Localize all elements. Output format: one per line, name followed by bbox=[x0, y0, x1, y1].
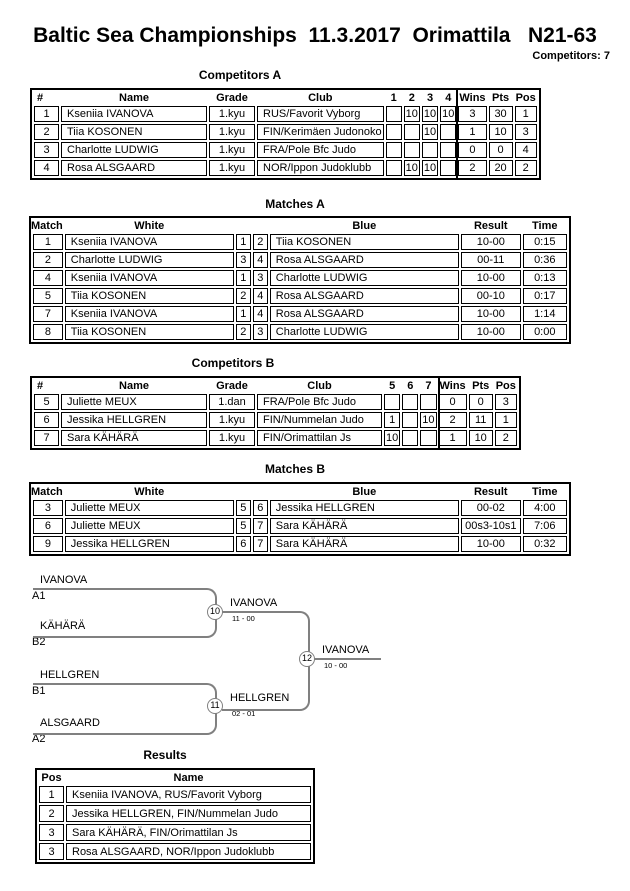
bracket-winner-name: IVANOVA bbox=[322, 644, 370, 656]
section-title-results: Results bbox=[143, 748, 187, 762]
match-result: 10-00 bbox=[461, 324, 521, 340]
white-player: Juliette MEUX bbox=[65, 500, 234, 516]
cross-cell bbox=[402, 430, 418, 446]
col-header-1: 1 bbox=[390, 92, 397, 104]
competitor-pos: 3 bbox=[495, 394, 517, 410]
blue-player: Rosa ALSGAARD bbox=[270, 306, 459, 322]
match-time: 0:00 bbox=[523, 324, 567, 340]
result-name: Jessika HELLGREN, FIN/Nummelan Judo bbox=[66, 805, 311, 822]
competitor-wins: 1 bbox=[458, 124, 486, 140]
table-row bbox=[39, 786, 311, 803]
competitors-a-table bbox=[30, 88, 541, 180]
white-player: Kseniia IVANOVA bbox=[65, 234, 234, 250]
col-header-pts: Pts bbox=[492, 92, 510, 104]
table-header-row bbox=[39, 772, 311, 784]
bracket-slot-name: ALSGAARD bbox=[40, 717, 100, 729]
match-number-circle: 11 bbox=[207, 698, 223, 714]
table-row bbox=[33, 324, 567, 340]
col-header-5: 5 bbox=[389, 380, 396, 392]
col-header-blue: Blue bbox=[352, 486, 377, 498]
white-player: Charlotte LUDWIG bbox=[65, 252, 234, 268]
col-header-wnum bbox=[236, 486, 251, 498]
white-number: 2 bbox=[236, 324, 251, 340]
match-number-circle: 12 bbox=[299, 651, 315, 667]
col-header-grade: Grade bbox=[216, 380, 248, 392]
result-pos: 2 bbox=[39, 805, 64, 822]
col-header-num: # bbox=[37, 92, 44, 104]
result-pos: 3 bbox=[39, 824, 64, 841]
competitor-club: FIN/Orimattilan Js bbox=[257, 430, 382, 446]
col-header-pos: Pos bbox=[495, 380, 516, 392]
competitor-pos: 2 bbox=[515, 160, 537, 176]
section-title-matches-b: Matches B bbox=[264, 462, 326, 476]
competitor-grade: 1.kyu bbox=[209, 160, 255, 176]
cross-cell bbox=[440, 160, 456, 176]
col-header-7: 7 bbox=[425, 380, 432, 392]
match-number: 7 bbox=[33, 306, 63, 322]
competitor-pos: 2 bbox=[495, 430, 517, 446]
table-row bbox=[39, 843, 311, 860]
cross-cell: 10 bbox=[423, 162, 437, 174]
col-header-club: Club bbox=[308, 92, 333, 104]
competitor-pts: 0 bbox=[489, 142, 513, 158]
table-row bbox=[39, 805, 311, 822]
section-title-competitors-b: Competitors B bbox=[191, 356, 275, 370]
competitor-name: Rosa ALSGAARD bbox=[61, 160, 207, 176]
table-row bbox=[34, 142, 537, 158]
table-row bbox=[34, 106, 537, 122]
white-number: 5 bbox=[236, 500, 251, 516]
match-result: 10-00 bbox=[461, 306, 521, 322]
competitor-number: 3 bbox=[34, 142, 59, 158]
competitor-number: 4 bbox=[34, 160, 59, 176]
table-row bbox=[34, 430, 517, 446]
col-header-num: # bbox=[37, 380, 44, 392]
match-number: 1 bbox=[33, 234, 63, 250]
competitors-b-table bbox=[30, 376, 521, 450]
competitor-grade: 1.kyu bbox=[209, 124, 255, 140]
cross-cell: 10 bbox=[405, 162, 418, 174]
table-row bbox=[33, 288, 567, 304]
blue-player: Tiia KOSONEN bbox=[270, 234, 459, 250]
bracket-slot-name: IVANOVA bbox=[40, 574, 88, 586]
white-number: 1 bbox=[236, 234, 251, 250]
competitor-number: 7 bbox=[34, 430, 59, 446]
competitor-pts: 0 bbox=[469, 394, 493, 410]
competitor-pts: 11 bbox=[469, 412, 493, 428]
white-number: 6 bbox=[236, 536, 251, 552]
competitor-pos: 1 bbox=[515, 106, 537, 122]
col-header-club: Club bbox=[307, 380, 332, 392]
blue-player: Jessika HELLGREN bbox=[270, 500, 459, 516]
competitor-club: FRA/Pole Bfc Judo bbox=[257, 394, 382, 410]
match-number: 2 bbox=[33, 252, 63, 268]
matches-a-table bbox=[29, 216, 571, 344]
bracket-winner-name: IVANOVA bbox=[230, 597, 278, 609]
blue-number: 3 bbox=[253, 270, 268, 286]
competitor-pos: 4 bbox=[515, 142, 537, 158]
col-header-time: Time bbox=[532, 220, 558, 232]
bracket-winner-name: HELLGREN bbox=[230, 692, 290, 704]
competitor-club: RUS/Favorit Vyborg bbox=[257, 106, 384, 122]
bracket-match-score: 10 - 00 bbox=[324, 661, 348, 670]
competitor-pts: 10 bbox=[489, 124, 513, 140]
match-number: 4 bbox=[33, 270, 63, 286]
col-header-result: Result bbox=[473, 486, 508, 498]
blue-player: Charlotte LUDWIG bbox=[270, 270, 459, 286]
competitor-grade: 1.kyu bbox=[209, 412, 255, 428]
cross-cell bbox=[386, 160, 402, 176]
match-time: 7:06 bbox=[523, 518, 567, 534]
competitor-pos: 3 bbox=[515, 124, 537, 140]
cross-cell bbox=[420, 430, 436, 446]
competitor-number: 2 bbox=[34, 124, 59, 140]
col-header-4: 4 bbox=[445, 92, 452, 104]
cross-cell bbox=[440, 124, 456, 140]
white-player: Tiia KOSONEN bbox=[65, 324, 234, 340]
match-result: 10-00 bbox=[461, 536, 521, 552]
white-player: Kseniia IVANOVA bbox=[65, 270, 234, 286]
cross-cell: 1 bbox=[384, 412, 400, 428]
match-time: 0:15 bbox=[523, 234, 567, 250]
table-row bbox=[33, 270, 567, 286]
col-header-pos: Pos bbox=[515, 92, 536, 104]
wins-section-separator bbox=[456, 88, 458, 180]
col-header-pts: Pts bbox=[472, 380, 490, 392]
cross-cell bbox=[402, 394, 418, 410]
col-header-match: Match bbox=[31, 486, 63, 498]
match-number: 9 bbox=[33, 536, 63, 552]
competitor-wins: 2 bbox=[458, 160, 486, 176]
table-header-row bbox=[34, 92, 537, 104]
competitor-wins: 1 bbox=[439, 430, 467, 446]
col-header-bnum bbox=[253, 220, 268, 232]
competitor-number: 1 bbox=[34, 106, 59, 122]
blue-player: Rosa ALSGAARD bbox=[270, 252, 459, 268]
cross-cell bbox=[386, 142, 402, 158]
white-player: Juliette MEUX bbox=[65, 518, 234, 534]
bracket-match-score: 11 - 00 bbox=[232, 614, 255, 623]
competitor-pts: 20 bbox=[489, 160, 513, 176]
bracket-winner-line bbox=[314, 658, 381, 660]
white-number: 1 bbox=[236, 270, 251, 286]
matches-b-table bbox=[29, 482, 571, 556]
blue-player: Charlotte LUDWIG bbox=[270, 324, 459, 340]
col-header-name: Name bbox=[119, 380, 149, 392]
col-header-result: Result bbox=[473, 220, 508, 232]
cross-cell: 10 bbox=[423, 108, 437, 120]
table-row bbox=[34, 394, 517, 410]
match-number: 5 bbox=[33, 288, 63, 304]
competitor-pts: 10 bbox=[469, 430, 493, 446]
white-number: 3 bbox=[236, 252, 251, 268]
bracket-slot-name: HELLGREN bbox=[40, 669, 100, 681]
col-header-pos: Pos bbox=[41, 772, 62, 784]
cross-cell: 10 bbox=[423, 126, 437, 138]
competitors-count: Competitors: 7 bbox=[532, 50, 610, 62]
competitor-wins: 0 bbox=[439, 394, 467, 410]
competitor-club: FIN/Kerimäen Judonoko bbox=[257, 124, 384, 140]
bracket-slot-seed: A1 bbox=[32, 590, 46, 602]
blue-number: 4 bbox=[253, 252, 268, 268]
competitor-pos: 1 bbox=[495, 412, 517, 428]
competitor-club: FRA/Pole Bfc Judo bbox=[257, 142, 384, 158]
table-row bbox=[39, 824, 311, 841]
cross-cell bbox=[440, 142, 456, 158]
white-number: 1 bbox=[236, 306, 251, 322]
competitor-club: NOR/Ippon Judoklubb bbox=[257, 160, 384, 176]
table-row bbox=[34, 412, 517, 428]
result-name: Kseniia IVANOVA, RUS/Favorit Vyborg bbox=[66, 786, 311, 803]
col-header-time: Time bbox=[532, 486, 558, 498]
result-pos: 3 bbox=[39, 843, 64, 860]
bracket-slot-seed: B2 bbox=[32, 636, 46, 648]
white-player: Kseniia IVANOVA bbox=[65, 306, 234, 322]
white-player: Jessika HELLGREN bbox=[65, 536, 234, 552]
match-number: 6 bbox=[33, 518, 63, 534]
competitor-number: 6 bbox=[34, 412, 59, 428]
match-number-circle: 10 bbox=[207, 604, 223, 620]
blue-player: Rosa ALSGAARD bbox=[270, 288, 459, 304]
match-result: 10-00 bbox=[461, 234, 521, 250]
competitor-pts: 30 bbox=[489, 106, 513, 122]
blue-player: Sara KÄHÄRÄ bbox=[270, 518, 459, 534]
table-row bbox=[33, 234, 567, 250]
white-number: 5 bbox=[236, 518, 251, 534]
blue-number: 3 bbox=[253, 324, 268, 340]
cross-cell bbox=[404, 124, 420, 140]
competitor-name: Kseniia IVANOVA bbox=[61, 106, 207, 122]
competitor-club: FIN/Nummelan Judo bbox=[257, 412, 382, 428]
col-header-name: Name bbox=[119, 92, 149, 104]
competitor-number: 5 bbox=[34, 394, 59, 410]
match-time: 0:13 bbox=[523, 270, 567, 286]
competitor-wins: 0 bbox=[458, 142, 486, 158]
table-row bbox=[33, 518, 567, 534]
match-time: 0:32 bbox=[523, 536, 567, 552]
bracket-slot-seed: B1 bbox=[32, 685, 46, 697]
result-name: Sara KÄHÄRÄ, FIN/Orimattilan Js bbox=[66, 824, 311, 841]
match-result: 10-00 bbox=[461, 270, 521, 286]
match-result: 00-02 bbox=[461, 500, 521, 516]
cross-cell bbox=[404, 142, 420, 158]
results-table bbox=[35, 768, 315, 864]
table-header-row bbox=[33, 486, 567, 498]
section-title-matches-a: Matches A bbox=[265, 197, 325, 211]
cross-cell bbox=[422, 142, 438, 158]
match-number: 8 bbox=[33, 324, 63, 340]
match-result: 00-10 bbox=[461, 288, 521, 304]
match-time: 0:17 bbox=[523, 288, 567, 304]
col-header-wnum bbox=[236, 220, 251, 232]
blue-player: Sara KÄHÄRÄ bbox=[270, 536, 459, 552]
page-title: Baltic Sea Championships 11.3.2017 Orimattila N21-63 bbox=[33, 24, 597, 47]
match-result: 00-11 bbox=[461, 252, 521, 268]
cross-cell bbox=[386, 106, 402, 122]
blue-number: 4 bbox=[253, 306, 268, 322]
col-header-bnum bbox=[253, 486, 268, 498]
bracket-connector-bottom bbox=[33, 683, 217, 735]
table-row bbox=[34, 124, 537, 140]
col-header-grade: Grade bbox=[216, 92, 248, 104]
match-result: 00s3-10s1 bbox=[461, 518, 521, 534]
result-name: Rosa ALSGAARD, NOR/Ippon Judoklubb bbox=[66, 843, 311, 860]
cross-cell bbox=[420, 394, 436, 410]
competitor-name: Tiia KOSONEN bbox=[61, 124, 207, 140]
cross-cell bbox=[384, 394, 400, 410]
col-header-name: Name bbox=[173, 772, 204, 784]
cross-cell: 10 bbox=[405, 108, 418, 120]
match-time: 1:14 bbox=[523, 306, 567, 322]
col-header-white: White bbox=[134, 486, 165, 498]
col-header-wins: Wins bbox=[439, 380, 466, 392]
col-header-blue: Blue bbox=[352, 220, 377, 232]
table-row bbox=[33, 306, 567, 322]
blue-number: 7 bbox=[253, 536, 268, 552]
section-title-competitors-a: Competitors A bbox=[198, 68, 282, 82]
bracket-slot-name: KÄHÄRÄ bbox=[40, 620, 86, 632]
result-pos: 1 bbox=[39, 786, 64, 803]
wins-section-separator bbox=[438, 376, 440, 450]
competitor-name: Juliette MEUX bbox=[61, 394, 207, 410]
white-number: 2 bbox=[236, 288, 251, 304]
blue-number: 2 bbox=[253, 234, 268, 250]
competitor-name: Sara KÄHÄRÄ bbox=[61, 430, 207, 446]
table-header-row bbox=[33, 220, 567, 232]
table-row bbox=[33, 536, 567, 552]
col-header-white: White bbox=[134, 220, 165, 232]
col-header-2: 2 bbox=[408, 92, 415, 104]
cross-cell bbox=[386, 124, 402, 140]
bracket-connector-top bbox=[33, 588, 217, 638]
cross-cell: 10 bbox=[422, 414, 435, 426]
col-header-wins: Wins bbox=[459, 92, 486, 104]
blue-number: 4 bbox=[253, 288, 268, 304]
competitor-grade: 1.kyu bbox=[209, 430, 255, 446]
competitor-grade: 1.dan bbox=[209, 394, 255, 410]
cross-cell: 10 bbox=[442, 108, 455, 120]
match-time: 4:00 bbox=[523, 500, 567, 516]
white-player: Tiia KOSONEN bbox=[65, 288, 234, 304]
table-row bbox=[33, 500, 567, 516]
competitor-name: Charlotte LUDWIG bbox=[61, 142, 207, 158]
table-row bbox=[33, 252, 567, 268]
bracket-slot-seed: A2 bbox=[32, 733, 46, 745]
col-header-match: Match bbox=[31, 220, 63, 232]
competitor-wins: 2 bbox=[439, 412, 467, 428]
col-header-3: 3 bbox=[426, 92, 434, 104]
competitor-grade: 1.kyu bbox=[209, 142, 255, 158]
cross-cell bbox=[402, 412, 418, 428]
blue-number: 7 bbox=[253, 518, 268, 534]
col-header-6: 6 bbox=[407, 380, 414, 392]
competitor-name: Jessika HELLGREN bbox=[61, 412, 207, 428]
competitor-wins: 3 bbox=[458, 106, 486, 122]
table-row bbox=[34, 160, 537, 176]
match-time: 0:36 bbox=[523, 252, 567, 268]
table-header-row bbox=[34, 380, 517, 392]
competitor-grade: 1.kyu bbox=[209, 106, 255, 122]
blue-number: 6 bbox=[253, 500, 268, 516]
match-number: 3 bbox=[33, 500, 63, 516]
bracket-match-score: 02 - 01 bbox=[232, 709, 256, 718]
cross-cell: 10 bbox=[386, 432, 399, 444]
